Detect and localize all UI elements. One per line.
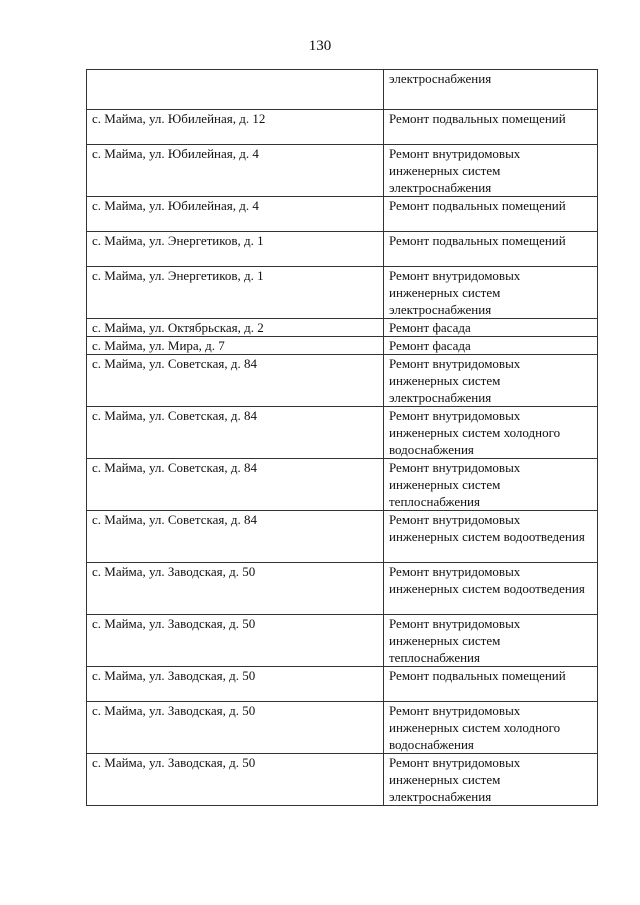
table-row	[87, 319, 598, 337]
table-body	[87, 70, 598, 806]
work-type-cell: Ремонт внутридомовых инженерных систем водоотведения	[384, 563, 598, 615]
work-type-cell: Ремонт внутридомовых инженерных систем электроснабжения	[384, 267, 598, 319]
work-type-cell: Ремонт внутридомовых инженерных систем электроснабжения	[384, 754, 598, 806]
address-cell: с. Майма, ул. Советская, д. 84	[87, 355, 384, 407]
address-cell: с. Майма, ул. Юбилейная, д. 4	[87, 145, 384, 197]
table-row	[87, 407, 598, 459]
table-row	[87, 337, 598, 355]
work-type-cell: Ремонт подвальных помещений	[384, 197, 598, 232]
table-row	[87, 232, 598, 267]
work-type-cell: Ремонт подвальных помещений	[384, 667, 598, 702]
work-type-cell: Ремонт внутридомовых инженерных систем теплоснабжения	[384, 459, 598, 511]
table-row	[87, 145, 598, 197]
table-row	[87, 70, 598, 110]
address-cell: с. Майма, ул. Заводская, д. 50	[87, 667, 384, 702]
address-cell: с. Майма, ул. Заводская, д. 50	[87, 615, 384, 667]
table-row	[87, 702, 598, 754]
works-table	[86, 69, 598, 806]
table-row	[87, 197, 598, 232]
work-type-cell: Ремонт внутридомовых инженерных систем электроснабжения	[384, 145, 598, 197]
table-row	[87, 267, 598, 319]
address-cell: с. Майма, ул. Юбилейная, д. 12	[87, 110, 384, 145]
address-cell: с. Майма, ул. Советская, д. 84	[87, 511, 384, 563]
work-type-cell: Ремонт фасада	[384, 337, 598, 355]
address-cell: с. Майма, ул. Энергетиков, д. 1	[87, 232, 384, 267]
address-cell: с. Майма, ул. Заводская, д. 50	[87, 563, 384, 615]
work-type-cell: Ремонт внутридомовых инженерных систем холодного водоснабжения	[384, 407, 598, 459]
work-type-cell: Ремонт внутридомовых инженерных систем теплоснабжения	[384, 615, 598, 667]
work-type-cell: Ремонт внутридомовых инженерных систем холодного водоснабжения	[384, 702, 598, 754]
address-cell	[87, 70, 384, 110]
address-cell: с. Майма, ул. Мира, д. 7	[87, 337, 384, 355]
table-row	[87, 667, 598, 702]
work-type-cell: электроснабжения	[384, 70, 598, 110]
table-row	[87, 511, 598, 563]
table-row	[87, 459, 598, 511]
address-cell: с. Майма, ул. Октябрьская, д. 2	[87, 319, 384, 337]
address-cell: с. Майма, ул. Энергетиков, д. 1	[87, 267, 384, 319]
work-type-cell: Ремонт фасада	[384, 319, 598, 337]
address-cell: с. Майма, ул. Юбилейная, д. 4	[87, 197, 384, 232]
table-row	[87, 615, 598, 667]
table-row	[87, 110, 598, 145]
work-type-cell: Ремонт внутридомовых инженерных систем электроснабжения	[384, 355, 598, 407]
work-type-cell: Ремонт подвальных помещений	[384, 110, 598, 145]
work-type-cell: Ремонт подвальных помещений	[384, 232, 598, 267]
table-row	[87, 355, 598, 407]
address-cell: с. Майма, ул. Заводская, д. 50	[87, 754, 384, 806]
work-type-cell: Ремонт внутридомовых инженерных систем водоотведения	[384, 511, 598, 563]
address-cell: с. Майма, ул. Заводская, д. 50	[87, 702, 384, 754]
table-row	[87, 754, 598, 806]
table-row	[87, 563, 598, 615]
page-number: 130	[308, 38, 332, 54]
address-cell: с. Майма, ул. Советская, д. 84	[87, 459, 384, 511]
address-cell: с. Майма, ул. Советская, д. 84	[87, 407, 384, 459]
